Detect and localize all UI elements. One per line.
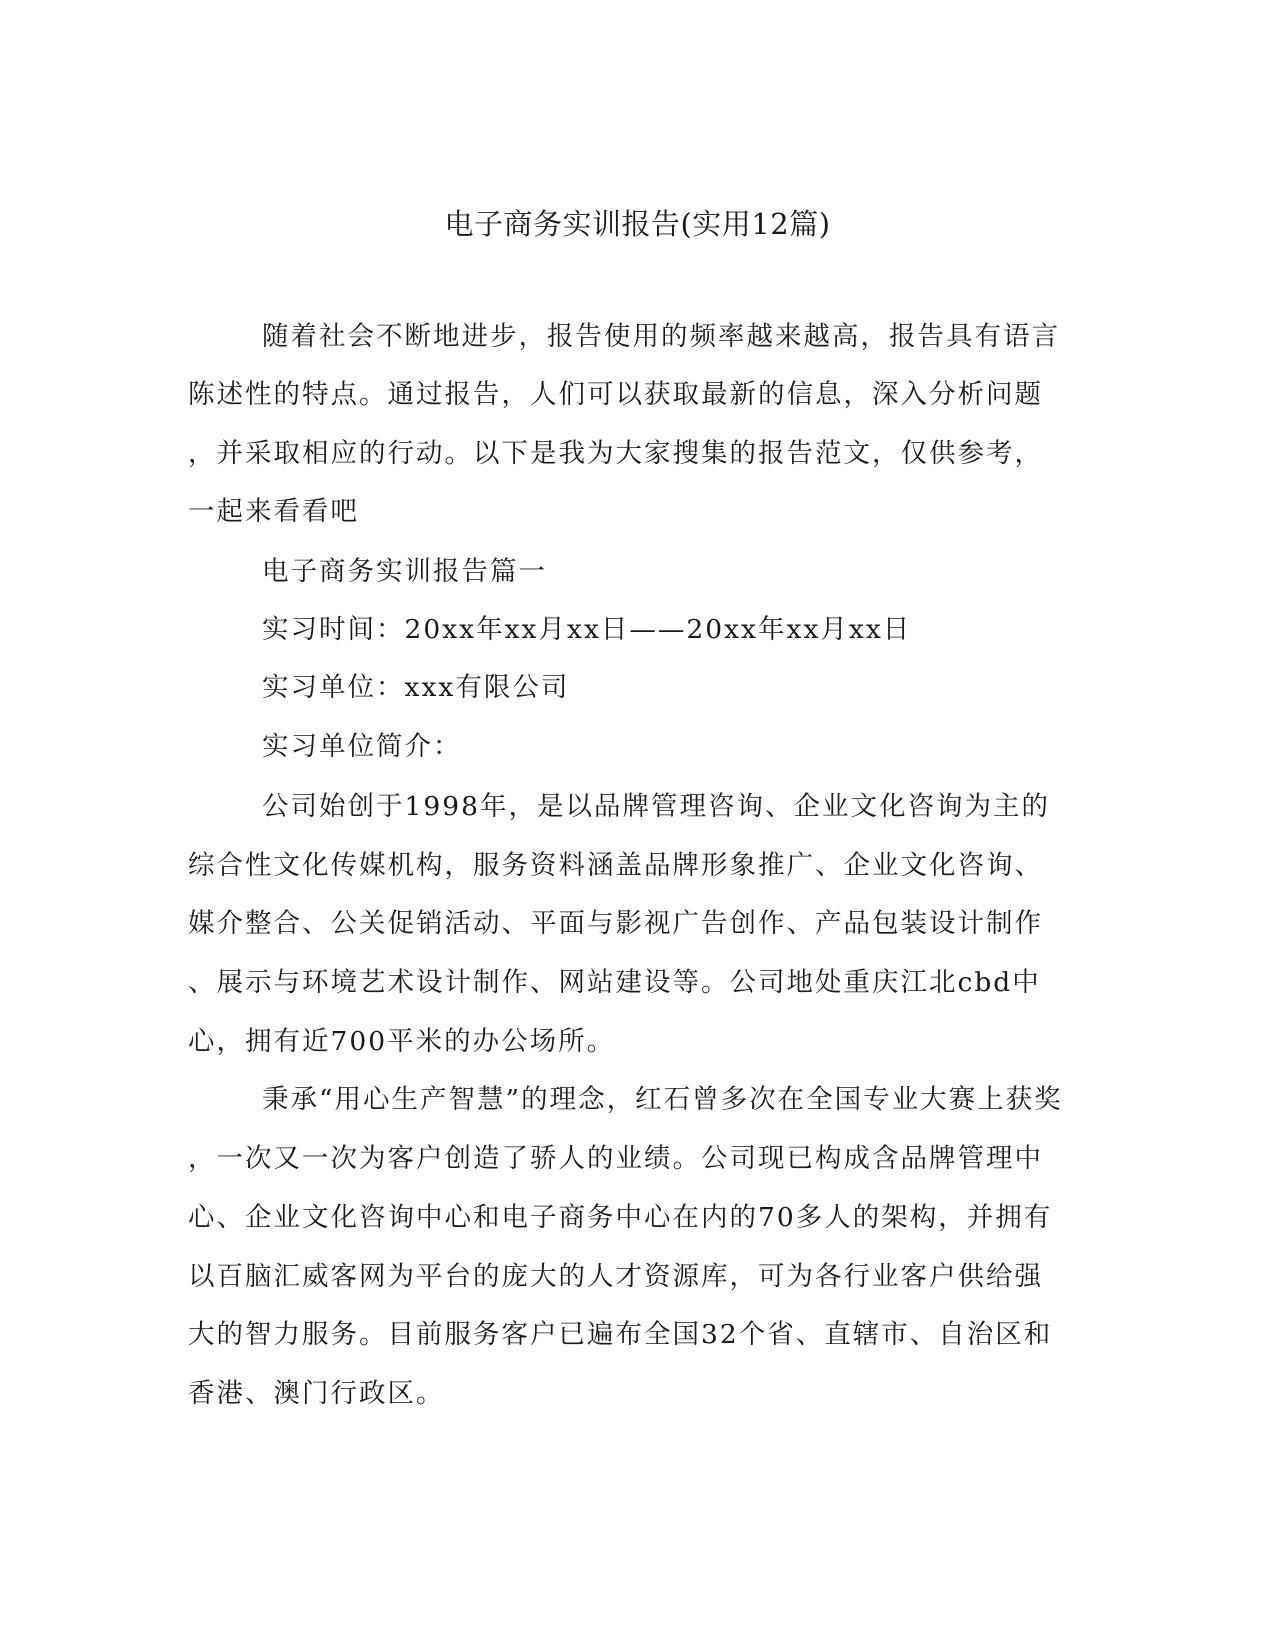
paragraph-line: 综合性文化传媒机构，服务资料涵盖品牌形象推广、企业文化咨询、 <box>188 850 1043 881</box>
unit-intro-label: 实习单位简介： <box>262 731 462 762</box>
paragraph-line: 香港、澳门行政区。 <box>188 1378 445 1409</box>
paragraph-line: 媒介整合、公关促销活动、平面与影视广告创作、产品包装设计制作 <box>188 908 1043 939</box>
paragraph-line: 心，拥有近700平米的办公场所。 <box>188 1026 616 1057</box>
paragraph-line: 随着社会不断地进步，报告使用的频率越来越高，报告具有语言 <box>262 321 1060 352</box>
paragraph-line: 心、企业文化咨询中心和电子商务中心在内的70多人的架构，并拥有 <box>188 1202 1053 1233</box>
paragraph-line: ，一次又一次为客户创造了骄人的业绩。公司现已构成含品牌管理中 <box>188 1143 1043 1174</box>
paragraph-line: 大的智力服务。目前服务客户已遍布全国32个省、直辖市、自治区和 <box>188 1319 1053 1350</box>
paragraph-line: 以百脑汇威客网为平台的庞大的人才资源库，可为各行业客户供给强 <box>188 1261 1043 1292</box>
document-title: 电子商务实训报告(实用12篇) <box>444 207 831 241</box>
paragraph-line: 秉承“用心生产智慧”的理念，红石曾多次在全国专业大赛上获奖 <box>262 1084 1063 1115</box>
paragraph-line: 公司始创于1998年，是以品牌管理咨询、企业文化咨询为主的 <box>262 791 1050 822</box>
internship-unit: 实习单位：xxx有限公司 <box>262 672 570 703</box>
paragraph-line: 陈述性的特点。通过报告，人们可以获取最新的信息，深入分析问题 <box>188 379 1043 410</box>
paragraph-line: ，并采取相应的行动。以下是我为大家搜集的报告范文，仅供参考， <box>188 438 1043 469</box>
paragraph-line: 一起来看看吧 <box>188 496 359 527</box>
internship-time: 实习时间：20xx年xx月xx日——20xx年xx月xx日 <box>262 614 912 645</box>
paragraph-line: 、展示与环境艺术设计制作、网站建设等。公司地处重庆江北cbd中 <box>188 967 1041 998</box>
section-heading: 电子商务实训报告篇一 <box>262 556 547 587</box>
